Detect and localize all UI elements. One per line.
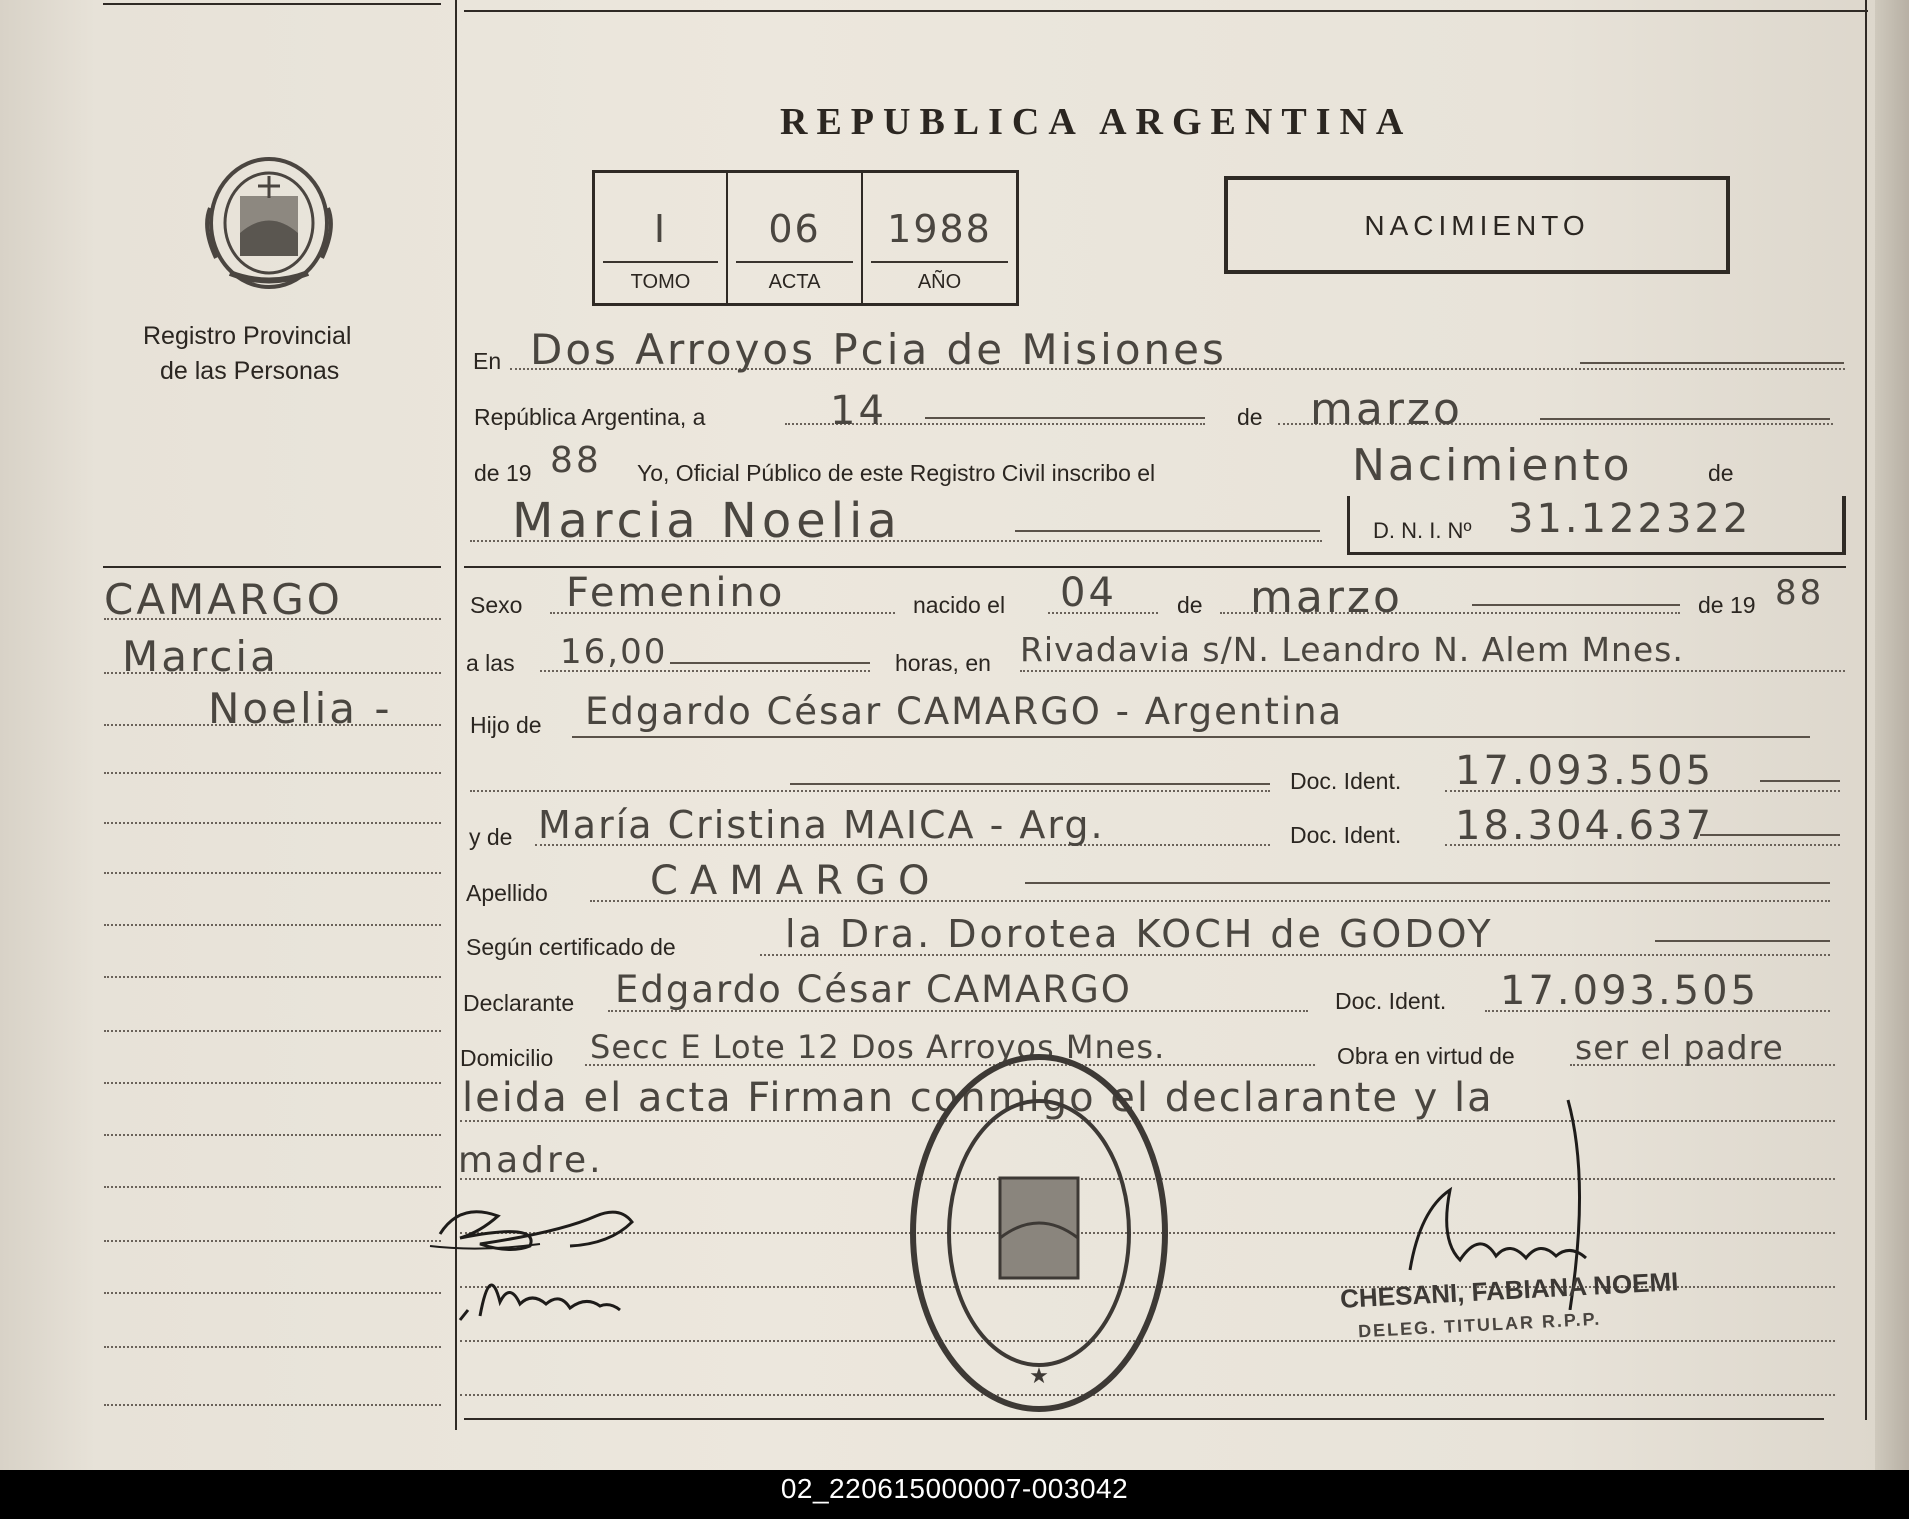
page-edge bbox=[1875, 0, 1909, 1470]
oficial-text: Yo, Oficial Público de este Registro Civil inscribo el bbox=[637, 460, 1156, 486]
mother-doc-dash bbox=[1700, 834, 1840, 836]
top-rule-left bbox=[103, 3, 441, 5]
apellido-dash bbox=[1025, 882, 1830, 884]
obra-label: Obra en virtud de bbox=[1337, 1043, 1515, 1069]
place-dash bbox=[1580, 362, 1844, 364]
birth-day-value: 04 bbox=[1060, 570, 1117, 616]
nacido-label: nacido el bbox=[913, 592, 1006, 618]
margin-line bbox=[104, 1134, 441, 1136]
birth-place-value: Rivadavia s/N. Leandro N. Alem Mnes. bbox=[1020, 630, 1684, 669]
apellido-label: Apellido bbox=[466, 880, 548, 906]
margin-line bbox=[104, 924, 441, 926]
margin-surname: CAMARGO bbox=[104, 575, 343, 624]
mother-value: María Cristina MAICA - Arg. bbox=[538, 803, 1105, 847]
margin-line bbox=[104, 618, 441, 620]
father-doc-dash bbox=[1760, 780, 1840, 782]
margin-line bbox=[104, 1030, 441, 1032]
record-type-label: NACIMIENTO bbox=[1364, 210, 1590, 241]
declarante-doc-value: 17.093.505 bbox=[1500, 968, 1760, 1014]
day-dash bbox=[925, 417, 1205, 419]
de-label2: de bbox=[1708, 460, 1734, 486]
margin-line bbox=[104, 1082, 441, 1084]
country-title: REPUBLICA ARGENTINA bbox=[780, 101, 1413, 143]
father-extra-line bbox=[470, 790, 1270, 792]
child-name-value: Marcia Noelia bbox=[512, 493, 902, 549]
republica-label: República Argentina, a bbox=[474, 404, 706, 430]
sexo-value: Femenino bbox=[566, 570, 786, 616]
acta-cell bbox=[728, 173, 863, 303]
sexo-label: Sexo bbox=[470, 592, 523, 618]
margin-line bbox=[104, 724, 441, 726]
obra-value: ser el padre bbox=[1575, 1028, 1784, 1067]
a-las-label: a las bbox=[466, 650, 515, 676]
acta-underline bbox=[736, 261, 853, 263]
birth-year-prefix: de 19 bbox=[1698, 592, 1756, 618]
child-name-dash bbox=[1015, 530, 1320, 532]
margin-line bbox=[104, 1346, 441, 1348]
tomo-label: TOMO bbox=[630, 271, 691, 293]
hijo-label: Hijo de bbox=[470, 712, 542, 738]
declarante-value: Edgardo César CAMARGO bbox=[615, 968, 1132, 1011]
margin-line bbox=[104, 1404, 441, 1406]
delegation-seal-icon bbox=[905, 1048, 1173, 1418]
registry-name-line1: Registro Provincial bbox=[143, 322, 352, 350]
apellido-value: CAMARGO bbox=[650, 858, 942, 904]
birth-year-suffix: 88 bbox=[1775, 573, 1825, 613]
year-suffix: 88 bbox=[550, 440, 602, 481]
hour-dash bbox=[670, 662, 870, 664]
margin-line bbox=[104, 772, 441, 774]
certificate-dash bbox=[1655, 940, 1830, 942]
certificate-value: la Dra. Dorotea KOCH de GODOY bbox=[785, 912, 1494, 956]
y-de-label: y de bbox=[469, 824, 513, 850]
notes-line1-value: leida el acta Firman conmigo el declarante y la bbox=[462, 1075, 1494, 1121]
official-title: DELEG. TITULAR R.P.P. bbox=[1357, 1308, 1602, 1342]
margin-line bbox=[104, 976, 441, 978]
record-type-box bbox=[1224, 176, 1730, 274]
acta-value: 06 bbox=[768, 207, 821, 251]
de-label: de bbox=[1237, 404, 1263, 430]
acta-label: ACTA bbox=[768, 271, 821, 293]
right-border bbox=[1865, 0, 1867, 1420]
day-value: 14 bbox=[830, 388, 887, 434]
svg-text:★: ★ bbox=[1029, 1364, 1049, 1389]
tomo-value: I bbox=[653, 207, 668, 251]
margin-line bbox=[104, 822, 441, 824]
margin-line bbox=[104, 1292, 441, 1294]
declarante-label: Declarante bbox=[463, 990, 575, 1016]
dni-value: 31.122322 bbox=[1508, 496, 1752, 542]
father-underline bbox=[572, 736, 1810, 738]
month-dash bbox=[1540, 418, 1830, 420]
dni-label: D. N. I. Nº bbox=[1373, 518, 1472, 543]
father-extra-dash bbox=[790, 783, 1270, 785]
horas-label: horas, en bbox=[895, 650, 991, 676]
domicilio-value: Secc E Lote 12 Dos Arroyos Mnes. bbox=[590, 1028, 1166, 1066]
hour-value: 16,00 bbox=[560, 632, 668, 672]
official-name: CHESANI, FABIANA NOEMI bbox=[1339, 1266, 1680, 1314]
birth-place-line bbox=[1020, 670, 1845, 672]
anio-value: 1988 bbox=[887, 207, 992, 251]
anio-cell bbox=[863, 173, 1016, 303]
month-value: marzo bbox=[1310, 384, 1463, 435]
father-doc-value: 17.093.505 bbox=[1455, 748, 1715, 794]
section-rule-left bbox=[103, 566, 441, 568]
domicilio-label: Domicilio bbox=[460, 1045, 554, 1071]
margin-given2: Noelia - bbox=[208, 684, 393, 733]
birth-month-dash bbox=[1472, 604, 1680, 606]
place-value: Dos Arroyos Pcia de Misiones bbox=[530, 325, 1227, 374]
anio-label: AÑO bbox=[917, 271, 962, 293]
margin-line bbox=[104, 672, 441, 674]
anio-underline bbox=[871, 261, 1008, 263]
section-rule-right bbox=[464, 566, 1846, 568]
margin-line bbox=[104, 872, 441, 874]
tomo-cell bbox=[595, 173, 728, 303]
margin-given1: Marcia bbox=[122, 632, 279, 681]
declarant-signature bbox=[420, 1192, 670, 1332]
mother-doc-value: 18.304.637 bbox=[1455, 803, 1715, 849]
image-caption: 02_220615000007-003042 bbox=[780, 1473, 1129, 1504]
margin-line bbox=[104, 1186, 441, 1188]
bottom-rule bbox=[464, 1418, 1824, 1420]
father-doc-label: Doc. Ident. bbox=[1290, 768, 1402, 794]
birth-month-value: marzo bbox=[1250, 572, 1403, 623]
segun-label: Según certificado de bbox=[466, 934, 676, 960]
act-type-value: Nacimiento bbox=[1352, 440, 1633, 491]
record-id-box bbox=[592, 170, 1019, 306]
top-rule-right bbox=[464, 10, 1868, 12]
provincial-seal-icon bbox=[200, 148, 338, 294]
tomo-underline bbox=[603, 261, 718, 263]
year-prefix: de 19 bbox=[474, 460, 532, 486]
margin-line bbox=[104, 1240, 441, 1242]
registry-name-line2: de las Personas bbox=[160, 357, 340, 385]
de-label3: de bbox=[1177, 592, 1203, 618]
notes-line2-value: madre. bbox=[458, 1140, 604, 1181]
en-label: En bbox=[473, 348, 502, 374]
declarante-doc-label: Doc. Ident. bbox=[1335, 988, 1447, 1014]
mother-doc-label: Doc. Ident. bbox=[1290, 822, 1402, 848]
father-value: Edgardo César CAMARGO - Argentina bbox=[585, 690, 1344, 733]
